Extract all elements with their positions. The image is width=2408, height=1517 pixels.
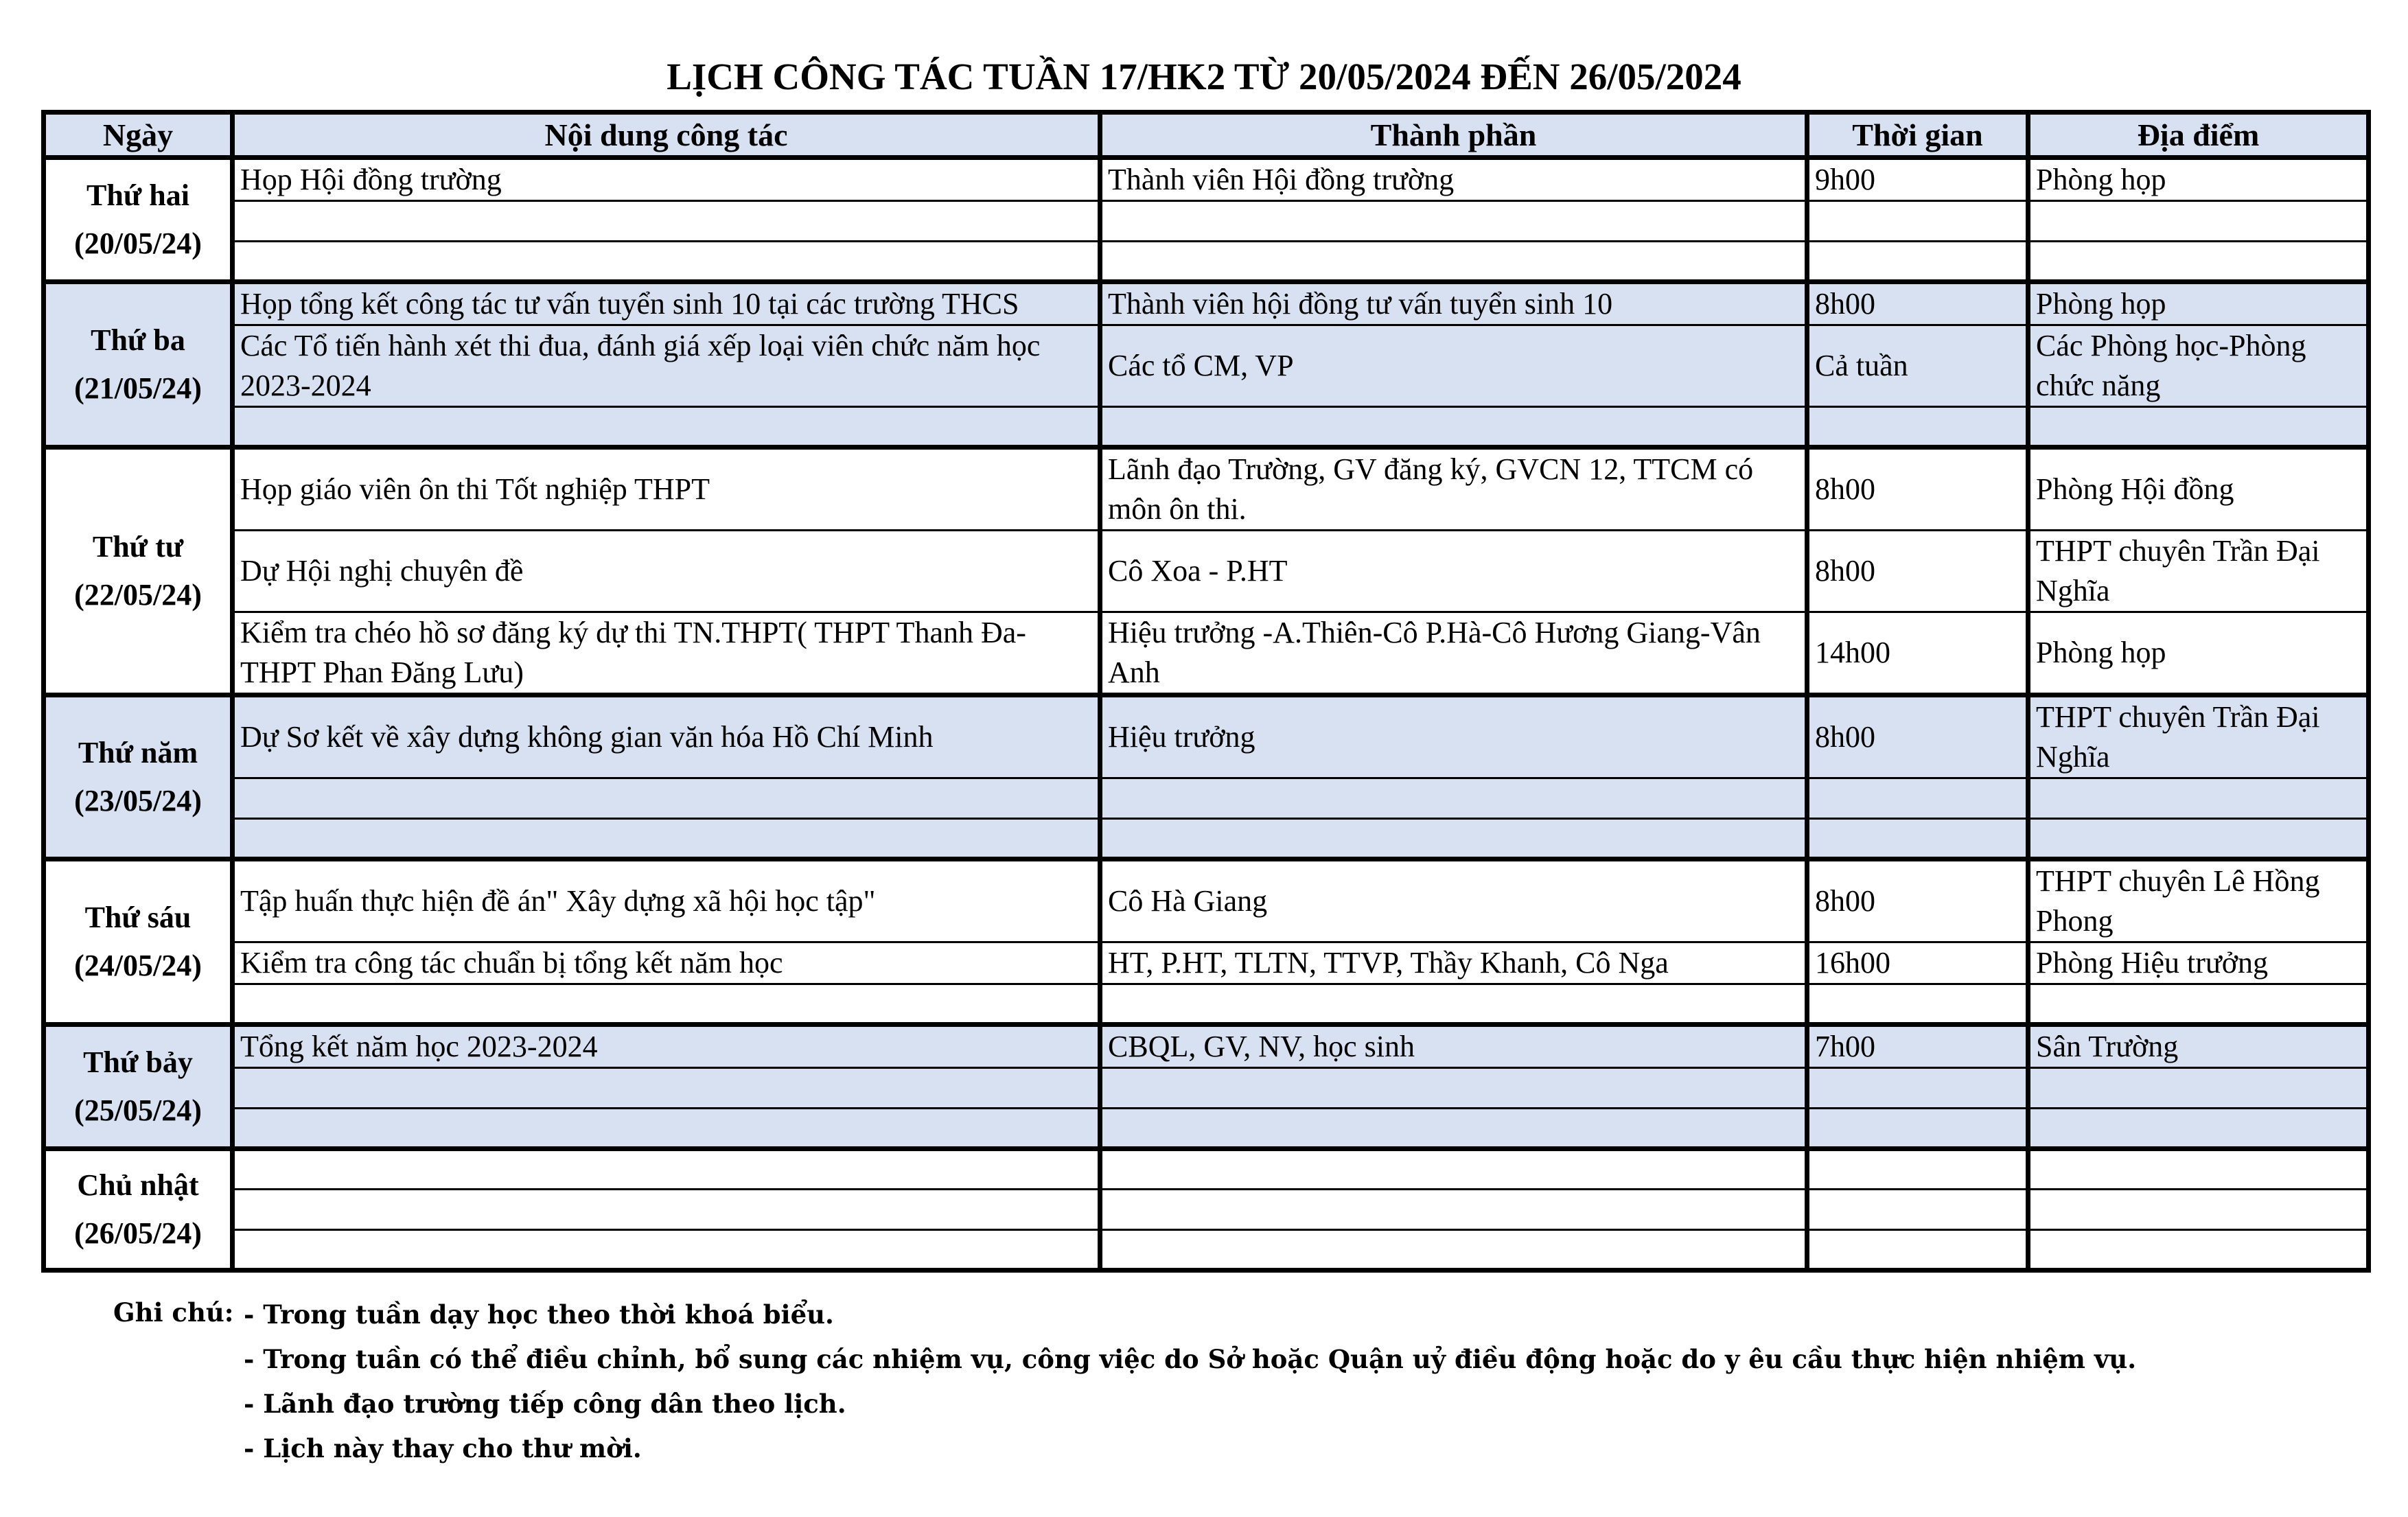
time-cell xyxy=(1807,1190,2028,1230)
day-date: (26/05/24) xyxy=(74,1216,202,1250)
location-cell: THPT chuyên Lê Hồng Phong xyxy=(2028,859,2369,942)
time-cell: 9h00 xyxy=(1807,158,2028,201)
time-cell: Cả tuần xyxy=(1807,325,2028,407)
table-row xyxy=(44,1230,2369,1271)
day-name: Thứ hai xyxy=(86,178,189,212)
day-name: Thứ năm xyxy=(78,736,198,769)
participants-cell xyxy=(1100,1230,1807,1271)
day-date: (21/05/24) xyxy=(74,371,202,405)
participants-cell: CBQL, GV, NV, học sinh xyxy=(1100,1025,1807,1068)
participants-cell xyxy=(1100,1149,1807,1190)
day-cell xyxy=(44,859,233,1025)
content-cell: Dự Hội nghị chuyên đề xyxy=(233,531,1100,612)
time-cell xyxy=(1807,984,2028,1025)
participants-cell xyxy=(1100,819,1807,859)
header-row xyxy=(44,113,2369,158)
time-cell xyxy=(1807,1109,2028,1149)
content-cell xyxy=(233,1149,1100,1190)
table-row xyxy=(44,859,2369,942)
time-cell: 16h00 xyxy=(1807,942,2028,984)
table-row xyxy=(44,531,2369,612)
day-date: (20/05/24) xyxy=(74,227,202,260)
table-row xyxy=(44,695,2369,778)
table-row xyxy=(44,282,2369,325)
content-cell: Họp Hội đồng trường xyxy=(233,158,1100,201)
content-cell: Tập huấn thực hiện đề án" Xây dựng xã hội học tập" xyxy=(233,859,1100,942)
table-row xyxy=(44,407,2369,448)
table-row xyxy=(44,1190,2369,1230)
schedule-table xyxy=(41,110,2371,1273)
time-cell xyxy=(1807,1068,2028,1109)
location-cell xyxy=(2028,1149,2369,1190)
notes-label: Ghi chú: xyxy=(113,1297,234,1328)
participants-cell: Cô Xoa - P.HT xyxy=(1100,531,1807,612)
time-cell: 8h00 xyxy=(1807,695,2028,778)
time-cell xyxy=(1807,778,2028,819)
location-cell xyxy=(2028,1068,2369,1109)
table-row xyxy=(44,1068,2369,1109)
table-row xyxy=(44,325,2369,407)
table-row xyxy=(44,984,2369,1025)
location-cell xyxy=(2028,201,2369,242)
time-cell xyxy=(1807,1149,2028,1190)
location-cell xyxy=(2028,778,2369,819)
location-cell: Phòng họp xyxy=(2028,158,2369,201)
location-cell: Các Phòng học-Phòng chức năng xyxy=(2028,325,2369,407)
table-row xyxy=(44,612,2369,695)
table-row xyxy=(44,201,2369,242)
content-cell xyxy=(233,1068,1100,1109)
content-cell xyxy=(233,819,1100,859)
location-cell xyxy=(2028,1190,2369,1230)
day-name: Thứ bảy xyxy=(83,1045,193,1079)
participants-cell: HT, P.HT, TLTN, TTVP, Thầy Khanh, Cô Nga xyxy=(1100,942,1807,984)
note-line: - Trong tuần có thể điều chỉnh, bổ sung các nhiệm vụ, công việc do Sở hoặc Quận uỷ điều động hoặc do y êu cầu thực hiện nhiệm vụ. xyxy=(244,1344,2137,1374)
time-cell: 8h00 xyxy=(1807,448,2028,531)
location-cell xyxy=(2028,407,2369,448)
content-cell: Các Tổ tiến hành xét thi đua, đánh giá xếp loại viên chức năm học 2023-2024 xyxy=(233,325,1100,407)
page-title: LỊCH CÔNG TÁC TUẦN 17/HK2 TỪ 20/05/2024 ĐẾN 26/05/2024 xyxy=(667,56,1741,97)
day-name: Thứ ba xyxy=(91,323,185,357)
location-cell xyxy=(2028,1109,2369,1149)
participants-cell xyxy=(1100,778,1807,819)
location-cell xyxy=(2028,1230,2369,1271)
day-cell xyxy=(44,695,233,859)
location-cell: Phòng họp xyxy=(2028,282,2369,325)
participants-cell: Hiệu trưởng -A.Thiên-Cô P.Hà-Cô Hương Giang-Vân Anh xyxy=(1100,612,1807,695)
day-date: (22/05/24) xyxy=(74,578,202,612)
location-cell: Sân Trường xyxy=(2028,1025,2369,1068)
time-cell xyxy=(1807,201,2028,242)
content-cell xyxy=(233,1230,1100,1271)
participants-cell xyxy=(1100,984,1807,1025)
location-cell: Phòng Hiệu trưởng xyxy=(2028,942,2369,984)
content-cell xyxy=(233,201,1100,242)
schedule-body xyxy=(44,158,2369,1271)
content-cell xyxy=(233,1109,1100,1149)
table-row xyxy=(44,1149,2369,1190)
content-cell xyxy=(233,1190,1100,1230)
table-row xyxy=(44,1109,2369,1149)
location-cell xyxy=(2028,242,2369,282)
notes-lines xyxy=(244,1297,2303,1476)
table-row xyxy=(44,778,2369,819)
note-line: - Trong tuần dạy học theo thời khoá biểu. xyxy=(244,1299,834,1330)
day-cell xyxy=(44,1025,233,1149)
content-cell xyxy=(233,778,1100,819)
participants-cell: Thành viên hội đồng tư vấn tuyển sinh 10 xyxy=(1100,282,1807,325)
content-cell xyxy=(233,984,1100,1025)
column-header-content: Nội dung công tác xyxy=(233,113,1100,158)
location-cell xyxy=(2028,819,2369,859)
table-row xyxy=(44,819,2369,859)
note-line: - Lãnh đạo trường tiếp công dân theo lịch. xyxy=(244,1389,846,1419)
time-cell xyxy=(1807,407,2028,448)
time-cell xyxy=(1807,242,2028,282)
table-row xyxy=(44,1025,2369,1068)
note-line: - Lịch này thay cho thư mời. xyxy=(244,1433,642,1463)
day-cell xyxy=(44,448,233,695)
location-cell: Phòng họp xyxy=(2028,612,2369,695)
content-cell: Kiểm tra công tác chuẩn bị tổng kết năm học xyxy=(233,942,1100,984)
content-cell: Dự Sơ kết về xây dựng không gian văn hóa Hồ Chí Minh xyxy=(233,695,1100,778)
content-cell xyxy=(233,242,1100,282)
participants-cell xyxy=(1100,1109,1807,1149)
column-header-time: Thời gian xyxy=(1807,113,2028,158)
content-cell: Họp tổng kết công tác tư vấn tuyển sinh 10 tại các trường THCS xyxy=(233,282,1100,325)
table-row xyxy=(44,158,2369,201)
participants-cell xyxy=(1100,1190,1807,1230)
content-cell: Kiểm tra chéo hồ sơ đăng ký dự thi TN.THPT( THPT Thanh Đa-THPT Phan Đăng Lưu) xyxy=(233,612,1100,695)
participants-cell: Các tổ CM, VP xyxy=(1100,325,1807,407)
location-cell: THPT chuyên Trần Đại Nghĩa xyxy=(2028,531,2369,612)
time-cell: 14h00 xyxy=(1807,612,2028,695)
table-row xyxy=(44,448,2369,531)
location-cell xyxy=(2028,984,2369,1025)
participants-cell xyxy=(1100,1068,1807,1109)
day-name: Thứ sáu xyxy=(84,901,192,934)
content-cell: Họp giáo viên ôn thi Tốt nghiệp THPT xyxy=(233,448,1100,531)
participants-cell xyxy=(1100,407,1807,448)
participants-cell xyxy=(1100,242,1807,282)
column-header-location: Địa điểm xyxy=(2028,113,2369,158)
day-date: (23/05/24) xyxy=(74,784,202,818)
participants-cell: Cô Hà Giang xyxy=(1100,859,1807,942)
time-cell: 8h00 xyxy=(1807,282,2028,325)
day-date: (25/05/24) xyxy=(74,1093,202,1127)
day-cell xyxy=(44,282,233,448)
location-cell: Phòng Hội đồng xyxy=(2028,448,2369,531)
participants-cell: Hiệu trưởng xyxy=(1100,695,1807,778)
table-row xyxy=(44,242,2369,282)
column-header-day: Ngày xyxy=(44,113,233,158)
day-date: (24/05/24) xyxy=(74,949,202,982)
participants-cell xyxy=(1100,201,1807,242)
day-name: Chủ nhật xyxy=(77,1168,199,1202)
time-cell xyxy=(1807,819,2028,859)
location-cell: THPT chuyên Trần Đại Nghĩa xyxy=(2028,695,2369,778)
day-name: Thứ tư xyxy=(92,530,184,564)
day-cell xyxy=(44,158,233,282)
day-cell xyxy=(44,1149,233,1271)
participants-cell: Lãnh đạo Trường, GV đăng ký, GVCN 12, TTCM có môn ôn thi. xyxy=(1100,448,1807,531)
column-header-participants: Thành phần xyxy=(1100,113,1807,158)
content-cell: Tổng kết năm học 2023-2024 xyxy=(233,1025,1100,1068)
time-cell: 8h00 xyxy=(1807,531,2028,612)
table-row xyxy=(44,942,2369,984)
participants-cell: Thành viên Hội đồng trường xyxy=(1100,158,1807,201)
time-cell: 8h00 xyxy=(1807,859,2028,942)
content-cell xyxy=(233,407,1100,448)
time-cell xyxy=(1807,1230,2028,1271)
time-cell: 7h00 xyxy=(1807,1025,2028,1068)
